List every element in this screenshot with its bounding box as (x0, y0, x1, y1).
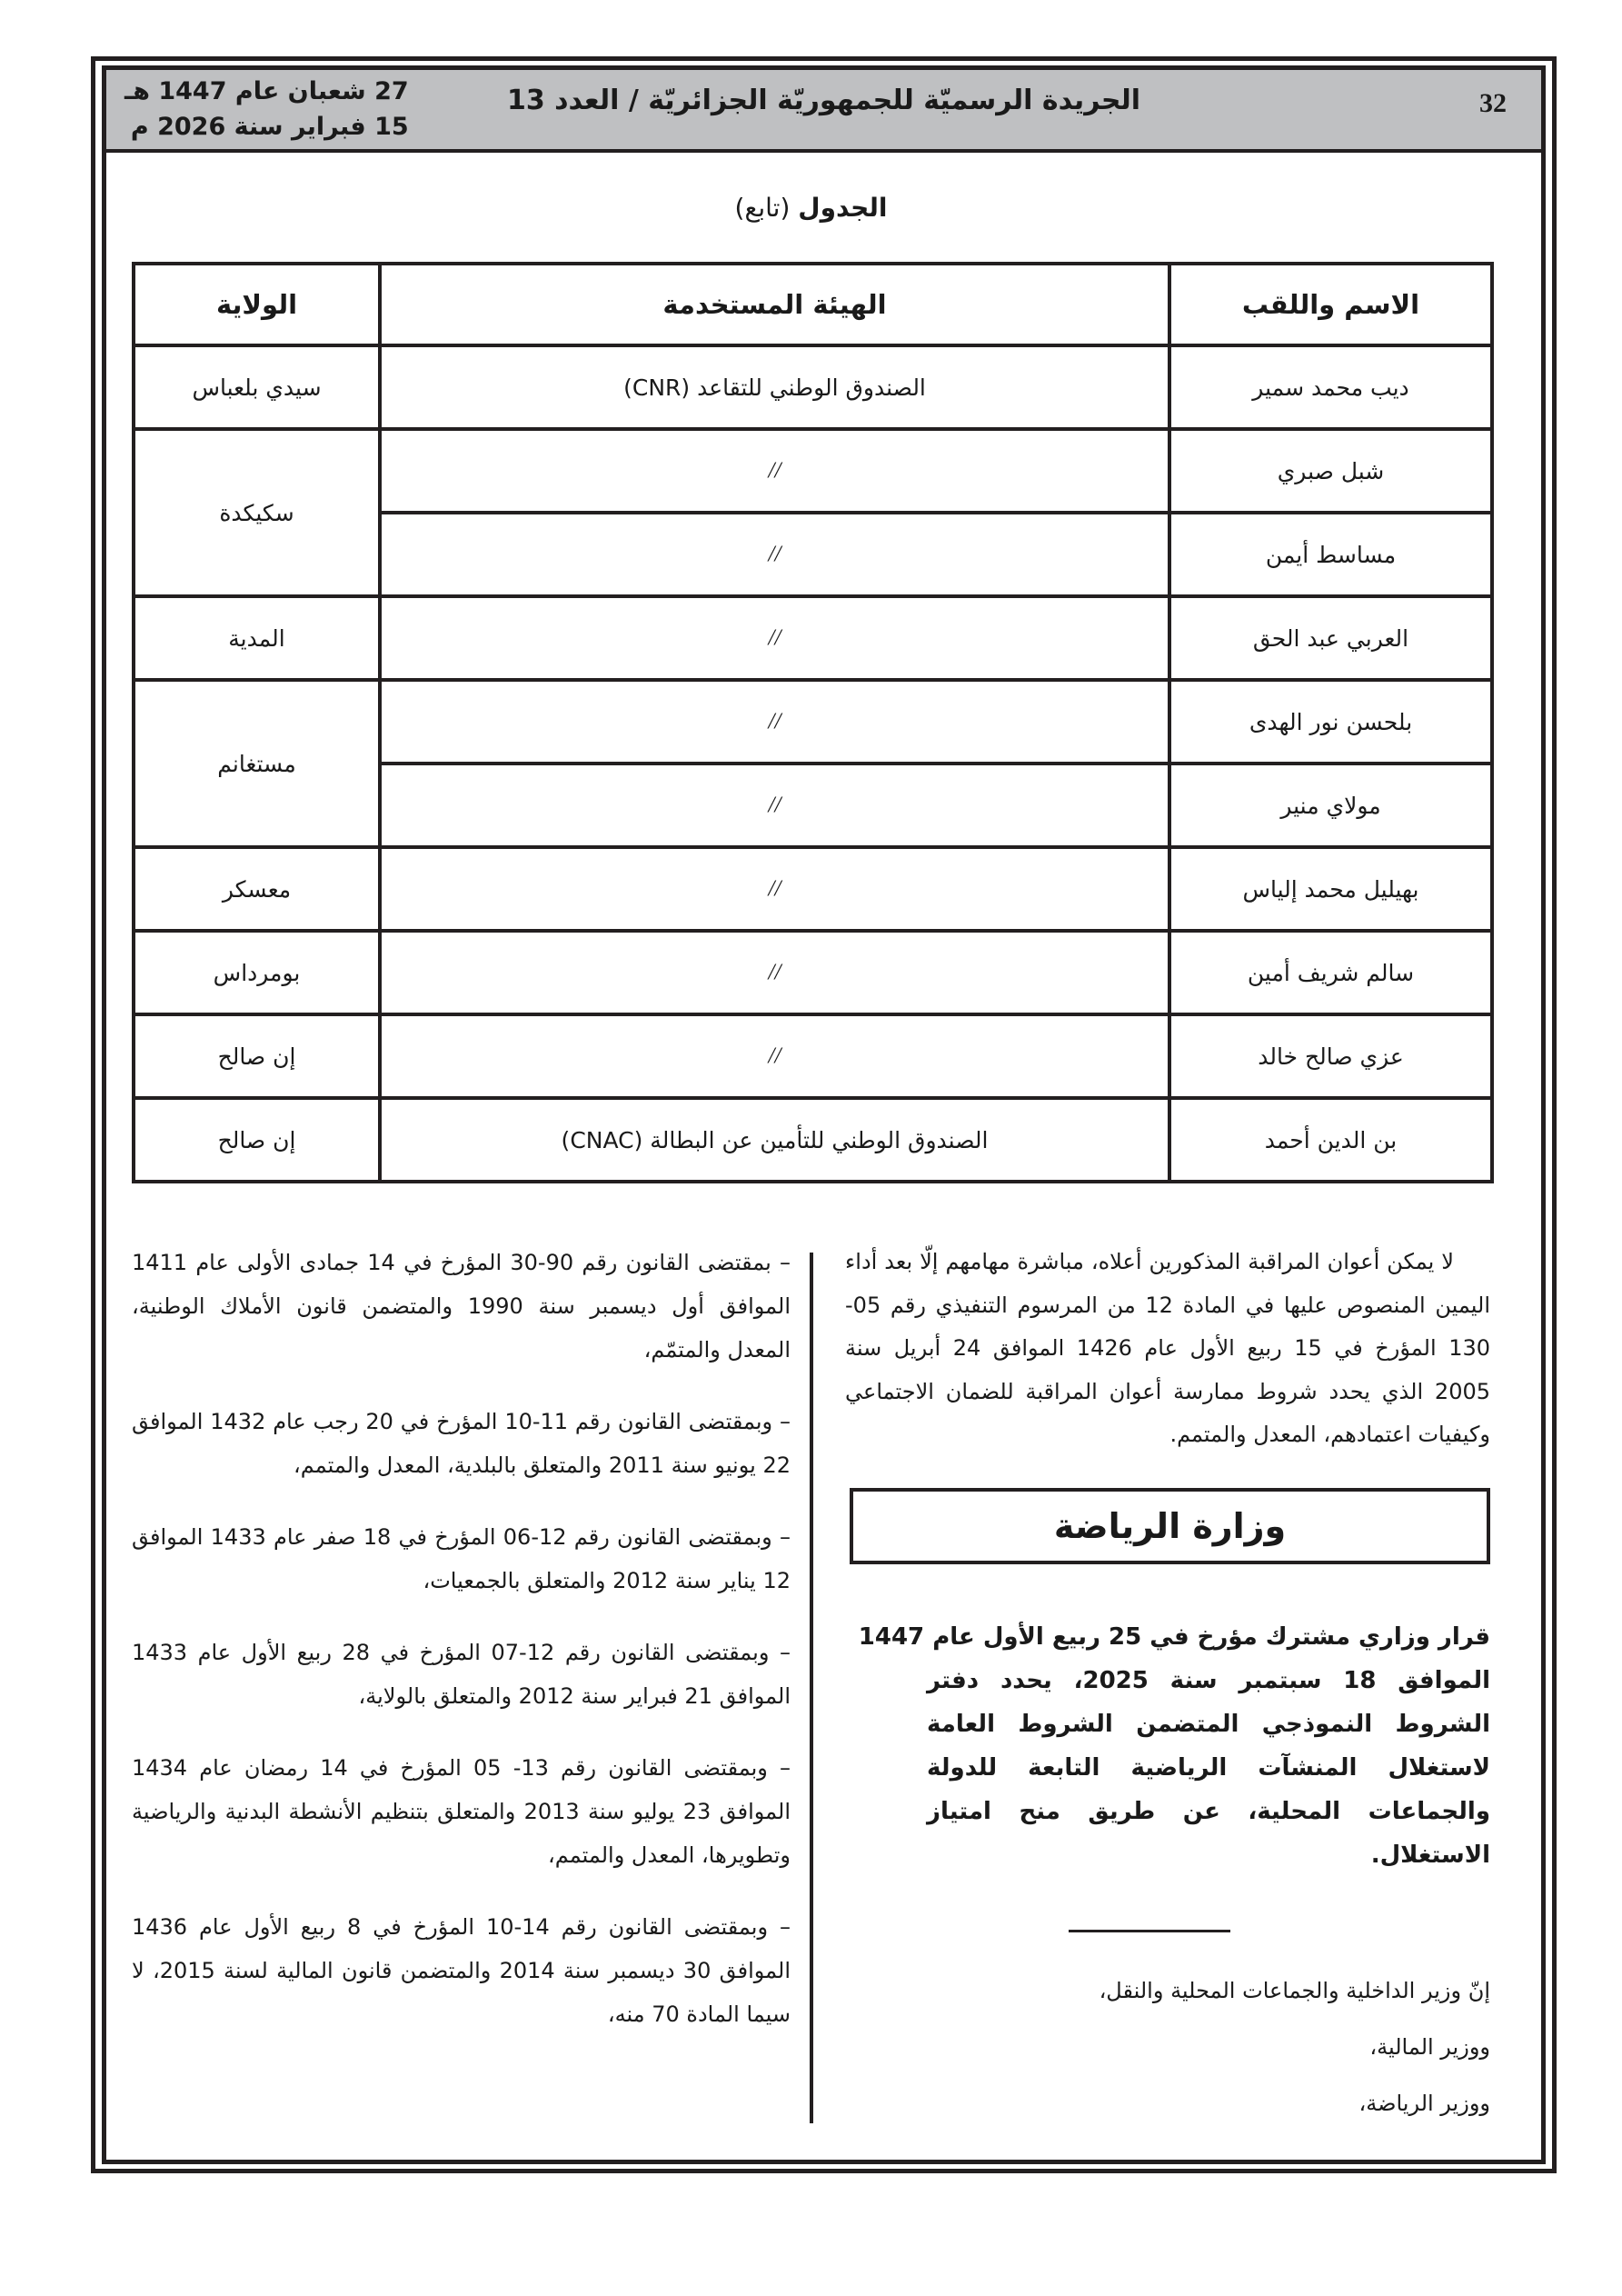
table-header-row (134, 264, 1492, 345)
table-row (134, 429, 1492, 513)
cell-body: // (380, 596, 1169, 680)
control-agents-table (132, 262, 1494, 1183)
table-row (134, 345, 1492, 429)
decree-title (845, 1615, 1490, 1877)
cell-name: بهيليل محمد إلياس (1169, 847, 1492, 931)
gazette-title: الجريدة الرسميّة للجمهوريّة الجزائريّة / العدد 13 (506, 85, 1141, 116)
signatory: إنّ وزير الداخلية والجماعات المحلية والنقل، (1099, 1977, 1490, 2003)
cell-wilaya: سكيكدة (134, 429, 380, 596)
table-row (134, 1014, 1492, 1098)
cell-wilaya: إن صالح (134, 1014, 380, 1098)
cell-name: العربي عبد الحق (1169, 596, 1492, 680)
cell-wilaya: إن صالح (134, 1098, 380, 1182)
cell-name: شبل صبري (1169, 429, 1492, 513)
table-row (134, 847, 1492, 931)
ministry-heading: وزارة الرياضة (1053, 1505, 1287, 1546)
table-caption-title: الجدول (798, 193, 888, 223)
cell-name: مولاي منير (1169, 764, 1492, 847)
cell-wilaya: مستغانم (134, 680, 380, 847)
cell-wilaya: معسكر (134, 847, 380, 931)
table-caption-note: (تابع) (734, 193, 791, 223)
cell-name: بلحسن نور الهدى (1169, 680, 1492, 764)
cell-name: ديب محمد سمير (1169, 345, 1492, 429)
legal-basis-item: – وبمقتضى القانون رقم 13- 05 المؤرخ في 14 رمضان عام 1434 الموافق 23 يوليو سنة 2013 والمتعلق بتنظيم الأنشطة البدنية والرياضية وتطويرها، المعدل والمتمم، (132, 1755, 791, 1868)
cell-body: // (380, 847, 1169, 931)
text-column-left (132, 1241, 791, 2064)
signatory: ووزير المالية، (1369, 2033, 1490, 2060)
cell-body: // (380, 1014, 1169, 1098)
cell-name: مساسط أيمن (1169, 513, 1492, 596)
decree-title-first-line: قرار وزاري مشترك مؤرخ في 25 ربيع الأول عام 1447 (858, 1622, 1490, 1651)
cell-name: عزي صالح خالد (1169, 1014, 1492, 1098)
table-caption (132, 193, 1490, 223)
table-row (134, 931, 1492, 1014)
hijri-date: 27 شعبان عام 1447 هـ (124, 77, 409, 105)
legal-basis-item: – وبمقتضى القانون رقم 11-10 المؤرخ في 20 رجب عام 1432 الموافق 22 يونيو سنة 2011 والمتعلق بالبلدية، المعدل والمتمم، (132, 1409, 791, 1478)
legal-basis-item: – وبمقتضى القانون رقم 14-10 المؤرخ في 8 ربيع الأول عام 1436 الموافق 30 ديسمبر سنة 2014 والمتضمن قانون المالية لسنة 2015، لا سيما المادة 70 منه، (132, 1914, 791, 2027)
cell-body: // (380, 680, 1169, 764)
page-number: 32 (1479, 88, 1507, 118)
cell-body: الصندوق الوطني للتقاعد (CNR) (380, 345, 1169, 429)
cell-body: الصندوق الوطني للتأمين عن البطالة (CNAC) (380, 1098, 1169, 1182)
cell-wilaya: المدية (134, 596, 380, 680)
legal-basis-item: – وبمقتضى القانون رقم 12-06 المؤرخ في 18 صفر عام 1433 الموافق 12 يناير سنة 2012 والمتعلق بالجمعيات، (132, 1524, 791, 1593)
legal-basis-item: – بمقتضى القانون رقم 90-30 المؤرخ في 14 جمادى الأولى عام 1411 الموافق أول ديسمبر سنة 1990 والمتضمن قانون الأملاك الوطنية، المعدل والمتمّم، (132, 1250, 791, 1363)
issue-dates (124, 74, 409, 145)
gregorian-date: 15 فبراير سنة 2026 م (130, 113, 409, 141)
legal-basis-item: – وبمقتضى القانون رقم 12-07 المؤرخ في 28 ربيع الأول عام 1433 الموافق 21 فبراير سنة 2012 والمتعلق بالولاية، (132, 1640, 791, 1709)
header-wilaya: الولاية (134, 264, 380, 345)
ministry-heading-box (850, 1488, 1490, 1564)
table-row (134, 680, 1492, 764)
header-employing-body: الهيئة المستخدمة (380, 264, 1169, 345)
cell-wilaya: سيدي بلعباس (134, 345, 380, 429)
cell-body: // (380, 931, 1169, 1014)
table-row (134, 1098, 1492, 1182)
signatories (845, 1969, 1490, 2125)
header-name: الاسم واللقب (1169, 264, 1492, 345)
decree-title-rest: الموافق 18 سبتمبر سنة 2025، يحدد دفتر الشروط النموذجي المتضمن الشروط العامة لاستغلال المنشآت الرياضية التابعة للدولة والجماعات المحلية، عن طريق منح امتياز الاستغلال. (927, 1666, 1490, 1869)
cell-wilaya: بومرداس (134, 931, 380, 1014)
cell-name: بن الدين أحمد (1169, 1098, 1492, 1182)
cell-body: // (380, 513, 1169, 596)
section-separator (1069, 1930, 1230, 1932)
running-header (106, 70, 1541, 153)
cell-body: // (380, 429, 1169, 513)
text-column-right (845, 1241, 1490, 2125)
signatory: ووزير الرياضة، (1358, 2090, 1490, 2116)
closing-paragraph: لا يمكن أعوان المراقبة المذكورين أعلاه، مباشرة مهامهم إلّا بعد أداء اليمين المنصوص عليها في المادة 12 من المرسوم التنفيذي رقم 05-130 المؤرخ في 15 ربيع الأول عام 1426 الموافق 24 أبريل سنة 2005 الذي يحدد شروط ممارسة أعوان المراقبة للضمان الاجتماعي وكيفيات اعتمادهم، المعدل والمتمم. (845, 1249, 1490, 1447)
table-row (134, 596, 1492, 680)
cell-name: سالم شريف أمين (1169, 931, 1492, 1014)
column-divider (810, 1253, 813, 2123)
cell-body: // (380, 764, 1169, 847)
